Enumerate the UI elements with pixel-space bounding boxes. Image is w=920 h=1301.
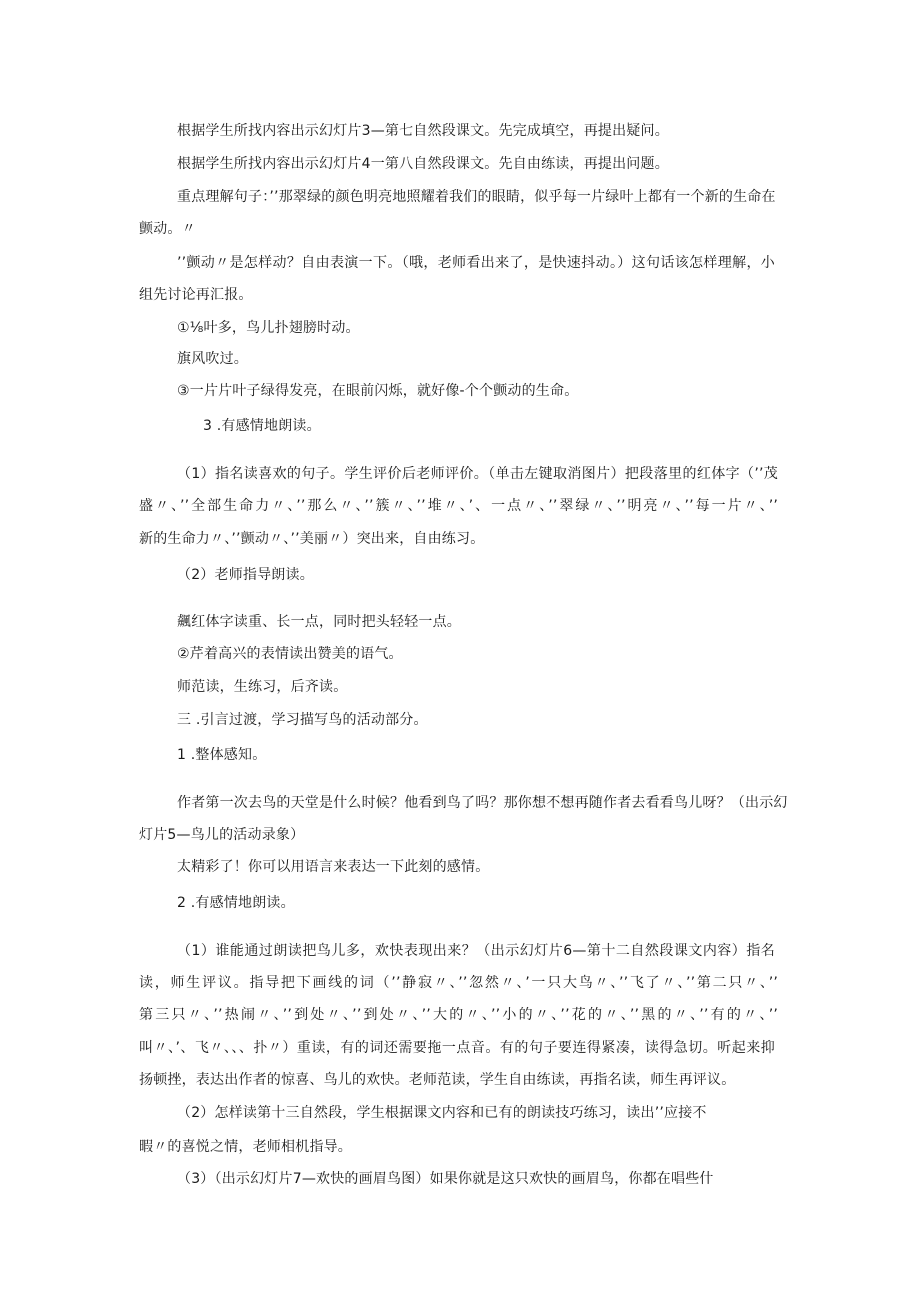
text-line: 作者第一次去鸟的天堂是什么时候？他看到鸟了吗？那你想不想再随作者去看看鸟儿呀？（出示幻 [177,795,788,811]
text-line: （2）怎样读第十三自然段，学生根据课文内容和已有的朗读技巧练习，读出’’应接不 [177,1105,707,1121]
text-line: 第三只〃、’’热闹〃、’’到处〃、’’到处〃、’’大的〃、’’小的〃、’’花的〃、’’黑的〃、’’有的〃、’’ [139,1007,778,1023]
text-line: 太精彩了！你可以用语言来表达一下此刻的感情。 [177,859,490,875]
text-line: （1）指名读喜欢的句子。学生评价后老师评价。（单击左键取消图片）把段落里的红体字（’’茂 [177,466,778,482]
text-line: 旗风吹过。 [177,351,248,367]
section-heading: 1 .整体感知。 [177,747,267,763]
text-line: 灯片5—鸟儿的活动录象） [139,827,305,843]
text-line: 颤动。〃 [139,221,196,237]
text-line: 重点理解句子：’’那翠绿的颜色明亮地照耀着我们的眼睛，似乎每一片绿叶上都有一个新的生命在 [177,189,776,205]
text-line: 师范读，生练习，后齐读。 [177,679,348,695]
section-heading: 3 .有感情地朗读。 [203,418,321,434]
text-line: （2）老师指导朗读。 [177,567,314,583]
text-line: 叫〃、’、飞〃、、、扑〃）重读，有的词还需要拖一点音。有的句子要连得紧凑，读得急切。听起来抑 [139,1040,775,1056]
text-line: 根据学生所找内容出示幻灯片3—第七自然段课文。先完成填空，再提出疑问。 [177,123,669,139]
text-line: 根据学生所找内容出示幻灯片4一第八自然段课文。先自由练读，再提出问题。 [177,156,669,172]
text-line: 新的生命力〃、’’颤动〃、’’美丽〃）突出来，自由练习。 [139,531,485,547]
section-heading: 2 .有感情地朗读。 [177,895,295,911]
text-line: （3）（出示幻灯片7—欢快的画眉鸟图）如果你就是这只欢快的画眉鸟，你都在唱些什 [177,1171,714,1187]
text-line: 飆红体字读重、长一点，同时把头轻轻一点。 [177,614,461,630]
text-line: 扬顿挫，表达出作者的惊喜、鸟儿的欢快。老师范读，学生自由练读，再指名读，师生再评议。 [139,1072,736,1088]
text-line: ①⅛叶多，鸟儿扑翅膀时动。 [177,320,360,336]
text-line: 读，师生评议。指导把下画线的词（’’静寂〃、’’忽然〃、’一只大鸟〃、’’飞了〃、’’第二只〃、’’ [139,975,778,991]
text-line: （1）谁能通过朗读把鸟儿多，欢快表现出来？（出示幻灯片6—第十二自然段课文内容）指名 [177,943,775,959]
text-line: ③一片片叶子绿得发亮，在眼前闪烁，就好像-个个颤动的生命。 [177,383,579,399]
text-line: 盛〃、’’全部生命力〃、’’那么〃、’’簇〃、’’堆〃、’、一点〃、’’翠绿〃、’’明亮〃、’’每一片〃、’’ [139,498,778,514]
section-heading: 三 .引言过渡，学习描写鸟的活动部分。 [177,712,428,728]
text-line: 暇〃的喜悦之情，老师相机指导。 [139,1139,352,1155]
text-line: ’’颤动〃是怎样动？自由表演一下。（哦，老师看出来了，是快速抖动。）这句话该怎样理解，小 [177,255,775,271]
text-line: 组先讨论再汇报。 [139,287,253,303]
text-line: ②芹着高兴的表情读出赞美的语气。 [177,646,403,662]
